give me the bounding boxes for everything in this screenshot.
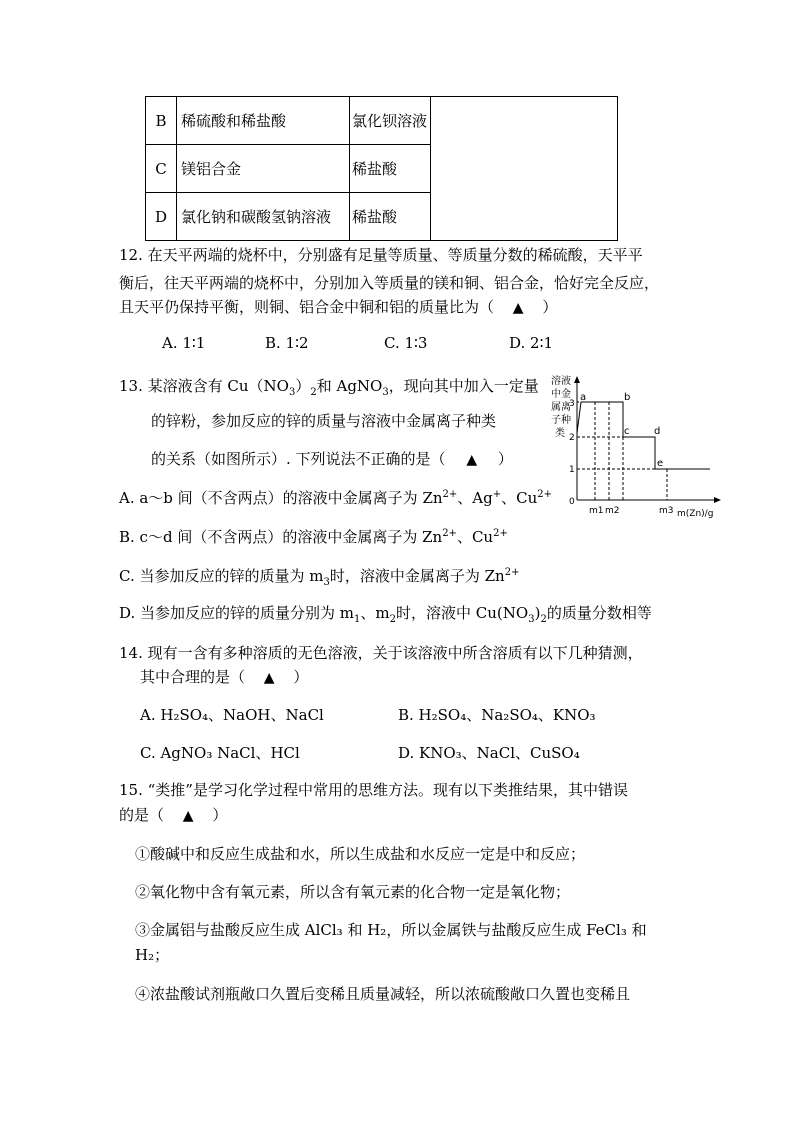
superscript: 2+ <box>442 489 458 500</box>
q15-statement-1: ①酸碱中和反应生成盐和水，所以生成盐和水反应一定是中和反应； <box>135 845 586 863</box>
subscript: 3 <box>323 577 330 588</box>
q12-close: ） <box>542 298 558 316</box>
q14-close: ） <box>293 668 309 686</box>
q13-line1-c: ） <box>295 377 311 395</box>
q13-line1-a: 13. 某溶液含有 Cu（NO <box>119 377 289 395</box>
q12-option-c: C. 1∶3 <box>384 334 428 352</box>
row-key: C <box>146 145 177 193</box>
y-axis-arrow <box>574 376 580 383</box>
q13-line2: 的锌粉，参加反应的锌的质量与溶液中金属离子种类 <box>151 412 497 430</box>
y-axis-label-2: 中金 <box>551 389 571 400</box>
q13-option-d-rest: 时，溶液中 Cu(NO <box>396 604 529 622</box>
y-axis-label-1: 溶液 <box>551 376 571 387</box>
q14-option-a: A. H₂SO₄、NaOH、NaCl <box>140 706 324 724</box>
q12-line1: 12. 在天平两端的烧杯中，分别盛有足量等质量、等质量分数的稀硫酸，天平平 <box>119 246 643 264</box>
y-tick-1: 1 <box>569 465 575 475</box>
q15-statement-4: ④浓盐酸试剂瓶敞口久置后变稀且质量减轻，所以浓硫酸敞口久置也变稀且 <box>135 985 631 1003</box>
q13-option-c-text: C. 当参加反应的锌的质量为 m <box>119 567 324 585</box>
empty-column <box>431 97 618 241</box>
q13-line3-text: 的关系（如图所示）. 下列说法不正确的是（ <box>151 450 446 468</box>
q14-line2-text: 其中合理的是（ <box>140 668 246 686</box>
q13-option-d <box>119 602 652 623</box>
row-key: D <box>146 193 177 241</box>
answer-blank-mark: ▲ <box>182 808 194 824</box>
q12-line3 <box>119 296 557 317</box>
q14-option-c: C. AgNO₃ NaCl、HCl <box>140 744 300 762</box>
subscript: 2 <box>540 614 547 625</box>
row-reagent-a: 稀硫酸和稀盐酸 <box>177 97 350 145</box>
superscript: 2+ <box>537 489 553 500</box>
q13-line1-e: 和 AgNO <box>316 377 383 395</box>
point-label-e: e <box>657 458 664 469</box>
q13-option-d-rest3: 的质量分数相等 <box>546 604 652 622</box>
q12-line3-text: 且天平仍保持平衡，则铜、铝合金中铜和铝的质量比为（ <box>119 298 495 316</box>
q15-close: ） <box>212 806 228 824</box>
subscript: 3 <box>528 614 535 625</box>
q15-statement-3: ③金属铝与盐酸反应生成 AlCl₃ 和 H₂，所以金属铁与盐酸反应生成 FeCl₃ 和 <box>135 921 647 939</box>
q14-option-b: B. H₂SO₄、Na₂SO₄、KNO₃ <box>398 706 596 724</box>
ion: 、Ag <box>457 489 493 507</box>
q12-option-d: D. 2∶1 <box>509 334 554 352</box>
point-label-d: d <box>654 426 661 437</box>
q14-line2 <box>140 666 308 687</box>
q13-option-d-rest2: ) <box>534 604 541 622</box>
answer-blank-mark: ▲ <box>512 300 524 316</box>
subscript: 3 <box>288 387 296 398</box>
subscript: 2 <box>389 614 397 625</box>
q13-option-d-text: D. 当参加反应的锌的质量分别为 m <box>119 604 355 622</box>
q12-option-a: A. 1∶1 <box>162 334 206 352</box>
y-tick-2: 2 <box>569 433 575 443</box>
superscript: 2+ <box>504 567 520 578</box>
row-reagent-b: 稀盐酸 <box>350 145 431 193</box>
subscript: 1 <box>354 614 361 625</box>
q13-option-b-text: B. c～d 间（不含两点）的溶液中金属离子为 Zn <box>119 528 443 546</box>
point-label-b: b <box>624 392 631 403</box>
subscript: 3 <box>382 387 389 398</box>
y-axis-label-3: 属离 <box>551 402 571 413</box>
x-axis-label: m(Zn)/g <box>677 509 714 519</box>
y-tick-3: 3 <box>569 399 575 409</box>
superscript: 2+ <box>493 528 508 539</box>
row-key: B <box>146 97 177 145</box>
q12-line2: 衡后，往天平两端的烧杯中，分别加入等质量的镁和铜、铝合金，恰好完全反应， <box>119 274 660 292</box>
y-axis-label-4: 子种 <box>551 415 571 426</box>
x-axis-arrow <box>714 497 721 503</box>
q13-line3 <box>151 448 513 469</box>
q13-close: ） <box>497 450 513 468</box>
x-tick-m2: m2 <box>605 506 620 516</box>
row-reagent-b: 氯化钡溶液 <box>350 97 431 145</box>
q15-line2 <box>119 804 227 825</box>
table-row <box>146 97 618 145</box>
q13-option-c <box>119 565 519 586</box>
ion: 、Cu <box>456 528 494 546</box>
q13-option-a <box>119 487 552 508</box>
point-label-a: a <box>580 392 587 403</box>
y-axis-label-5: 类 <box>555 428 565 439</box>
point-label-c: c <box>624 426 630 437</box>
row-reagent-a: 镁铝合金 <box>177 145 350 193</box>
x-tick-m3: m3 <box>659 506 674 516</box>
q13-option-d-mid: 、m <box>360 604 390 622</box>
q13-line1 <box>119 375 539 396</box>
ion-count-chart <box>545 370 730 520</box>
x-tick-m1: m1 <box>589 506 604 516</box>
q14-line1: 14. 现有一含有多种溶质的无色溶液，关于该溶液中所含溶质有以下几种猜测， <box>119 644 643 662</box>
q15-statement-3-cont: H₂； <box>135 946 170 964</box>
answer-blank-mark: ▲ <box>466 452 478 468</box>
q13-option-b <box>119 526 508 547</box>
q15-line1: 15. “类推”是学习化学过程中常用的思维方法。现有以下类推结果，其中错误 <box>119 781 628 799</box>
row-reagent-b: 稀盐酸 <box>350 193 431 241</box>
superscript: 2+ <box>442 528 457 539</box>
row-reagent-a: 氯化钠和碳酸氢钠溶液 <box>177 193 350 241</box>
superscript: + <box>492 489 502 500</box>
series-line <box>577 402 710 469</box>
q14-option-d: D. KNO₃、NaCl、CuSO₄ <box>398 744 580 762</box>
subscript: 2 <box>310 387 317 398</box>
ion: 、Cu <box>501 489 538 507</box>
q12-option-b: B. 1∶2 <box>265 334 309 352</box>
options-table <box>145 96 618 241</box>
q15-line2-text: 的是（ <box>119 806 165 824</box>
q13-option-a-text: A. a～b 间（不含两点）的溶液中金属离子为 Zn <box>119 489 443 507</box>
q13-line1-g: ，现向其中加入一定量 <box>388 377 539 395</box>
q13-option-c-rest: 时，溶液中金属离子为 Zn <box>329 567 505 585</box>
answer-blank-mark: ▲ <box>263 670 275 686</box>
q15-statement-2: ②氧化物中含有氧元素，所以含有氧元素的化合物一定是氧化物； <box>135 883 571 901</box>
y-tick-0: 0 <box>569 497 575 507</box>
